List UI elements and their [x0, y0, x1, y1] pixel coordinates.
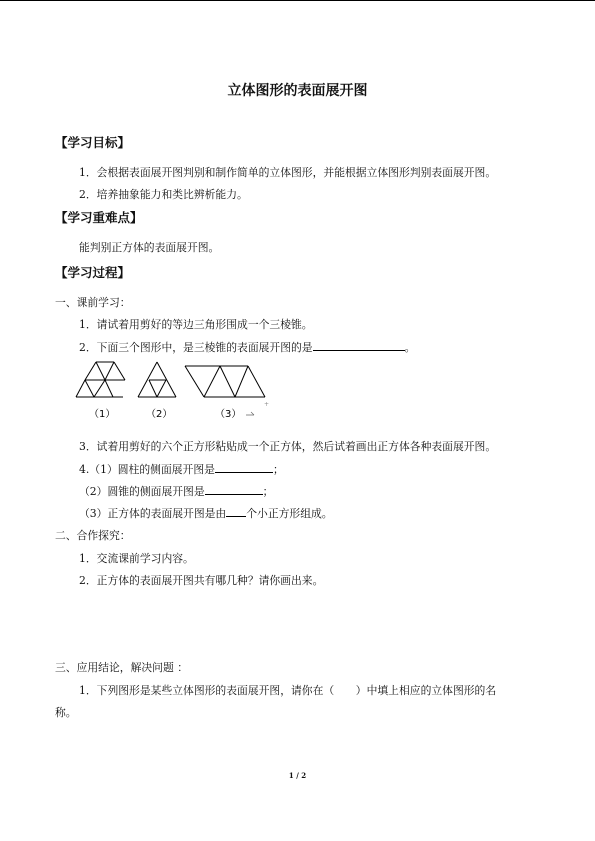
part1-item-4c-pre: （3）正方体的表面展开图是由	[79, 507, 227, 520]
answer-blank-squares[interactable]	[226, 506, 246, 517]
nets-figure	[75, 360, 285, 420]
answer-blank-1[interactable]	[313, 340, 405, 351]
figure-3-net	[185, 366, 265, 397]
part1-heading: 一、课前学习：	[55, 296, 131, 309]
plus-mark-icon: +	[264, 401, 270, 408]
answer-blank-cylinder[interactable]	[215, 462, 273, 473]
keypoint-item-1: 能判别正方体的表面展开图。	[79, 241, 220, 254]
part1-item-4b-end: ；	[262, 485, 274, 498]
part1-item-2-text: 2．下面三个图形中，是三棱锥的表面展开图的是	[79, 341, 313, 354]
part1-item-4a-end: ；	[272, 463, 284, 476]
part2-item-1: 1．交流课前学习内容。	[79, 552, 194, 565]
part1-item-4c-post: 个小正方形组成。	[246, 507, 333, 520]
part1-item-1: 1．请试着用剪好的等边三角形围成一个三棱锥。	[79, 318, 313, 331]
page-title: 立体图形的表面展开图	[227, 83, 368, 99]
part1-item-3: 3．试着用剪好的六个正方形粘贴成一个正方体，然后试着画出正方体各种表面展开图。	[79, 440, 497, 453]
part2-item-2: 2．正方体的表面展开图共有哪几种？请你画出来。	[79, 574, 324, 587]
figure-1-net	[76, 362, 125, 397]
part3-item-1-line1: 1．下列图形是某些立体图形的表面展开图，请你在（ ）中填上相应的立体图形的名	[79, 684, 497, 697]
top-rule	[0, 0, 595, 1]
answer-blank-cone[interactable]	[205, 484, 263, 495]
part3-item-1-line2: 称。	[55, 706, 77, 719]
part1-item-2-end: 。	[404, 341, 416, 354]
goal-item-2: 2．培养抽象能力和类比辨析能力。	[79, 188, 248, 201]
part1-item-4a-text: 4.（1）圆柱的侧面展开图是	[79, 463, 215, 476]
figure-label-3: （3）	[215, 409, 242, 420]
keypoints-heading: 【学习重难点】	[55, 210, 143, 225]
process-heading: 【学习过程】	[55, 265, 131, 280]
page-number: 1 / 2	[288, 771, 307, 780]
figure-label-2: （2）	[146, 409, 173, 420]
figure-label-1: （1）	[89, 409, 116, 420]
part1-item-4b	[79, 484, 273, 499]
figure-2-net	[138, 362, 176, 397]
return-mark-icon	[246, 412, 254, 415]
part1-item-4a	[79, 462, 284, 477]
part2-heading: 二、合作探究：	[55, 529, 131, 542]
part1-item-4b-text: （2）圆锥的侧面展开图是	[79, 485, 205, 498]
goal-item-1: 1．会根据表面展开图判别和制作简单的立体图形，并能根据立体图形判别表面展开图。	[79, 166, 497, 179]
goals-heading: 【学习目标】	[55, 135, 131, 150]
part1-item-4c	[79, 506, 333, 521]
part3-heading: 三、应用结论，解决问题 ：	[55, 661, 188, 674]
part1-item-2	[79, 340, 415, 355]
